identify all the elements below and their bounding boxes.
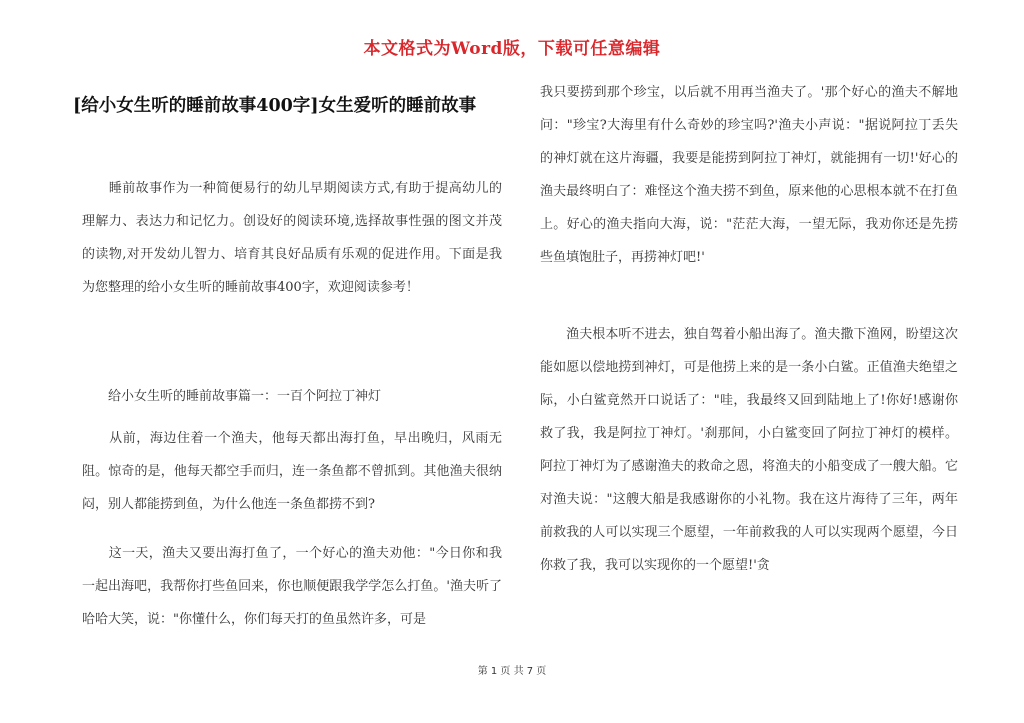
- intro-paragraph: 睡前故事作为一种简便易行的幼儿早期阅读方式,有助于提高幼儿的理解力、表达力和记忆力。创设好的阅读环境,选择故事性强的图文并茂的读物,对开发幼儿智力、培育其良好品质有乐观的促进作用。下面是我为您整理的给小女生听的睡前故事400字，欢迎阅读参考！: [82, 181, 502, 295]
- story-paragraph-2: 这一天，渔夫又要出海打鱼了，一个好心的渔夫劝他："今日你和我一起出海吧，我帮你打些鱼回来，你也顺便跟我学学怎么打鱼。'渔夫听了哈哈大笑，说："你懂什么，你们每天打的鱼虽然许多，可是: [82, 546, 502, 627]
- story-paragraph-3: 我只要捞到那个珍宝，以后就不用再当渔夫了。'那个好心的渔夫不解地问："珍宝?大海里有什么奇妙的珍宝吗?'渔夫小声说："据说阿拉丁丢失的神灯就在这片海疆，我要是能捞到阿拉丁神灯，就能拥有一切!'好心的渔夫最终明白了：难怪这个渔夫捞不到鱼，原来他的心思根本就不在打鱼上。好心的渔夫指向大海，说："茫茫大海，一望无际，我劝你还是先捞些鱼填饱肚子，再捞神灯吧!': [540, 85, 958, 265]
- section-heading: 给小女生听的睡前故事篇一：一百个阿拉丁神灯: [82, 389, 382, 404]
- story-paragraph-1: 从前，海边住着一个渔夫，他每天都出海打鱼，早出晚归，风雨无阻。惊奇的是，他每天都空手而归，连一条鱼都不曾抓到。其他渔夫很纳闷，别人都能捞到鱼，为什么他连一条鱼都捞不到?: [82, 431, 502, 512]
- article-title: [给小女生听的睡前故事400字]女生爱听的睡前故事: [73, 96, 477, 116]
- story-paragraph-4: 渔夫根本听不进去，独自驾着小船出海了。渔夫撒下渔网，盼望这次能如愿以偿地捞到神灯，可是他捞上来的是一条小白鲨。正值渔夫绝望之际，小白鲨竟然开口说话了："哇，我最终又回到陆地上了!你好!感谢你救了我，我是阿拉丁神灯。'刹那间，小白鲨变回了阿拉丁神灯的模样。阿拉丁神灯为了感谢渔夫的救命之恩，将渔夫的小船变成了一艘大船。它对渔夫说："这艘大船是我感谢你的小礼物。我在这片海待了三年，两年前救我的人可以实现三个愿望，一年前救我的人可以实现两个愿望，今日你救了我，我可以实现你的一个愿望!'贪: [540, 327, 958, 573]
- download-banner: 本文格式为Word版，下载可任意编辑: [363, 39, 661, 59]
- page-number: 第 1 页 共 7 页: [477, 666, 547, 677]
